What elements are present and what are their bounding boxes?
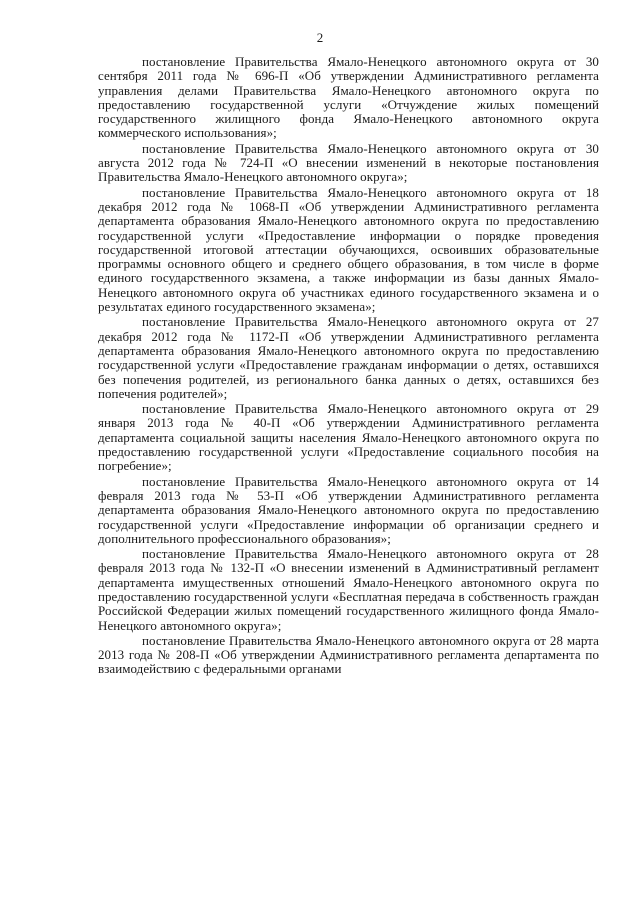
paragraph: постановление Правительства Ямало-Ненецкого автономного округа от 28 февраля 2013 года № 132-П «О внесении изменений в Административный регламент департамента имущественных отношений Ямало-Ненецкого автономного округа по предоставлению государственной услуги «Бесплатная передача в собственность граждан Российской Федерации жилых помещений государственного жилищного фонда Ямало-Ненецкого автономного округа»;: [98, 546, 599, 633]
paragraph: постановление Правительства Ямало-Ненецкого автономного округа от 30 сентября 2011 года № 696-П «Об утверждении Административного регламента управления делами Правительства Ямало-Ненецкого автономного округа по предоставлению государственной услуги «Отчуждение жилых помещений государственного жилищного фонда Ямало-Ненецкого автономного округа коммерческого использования»;: [98, 54, 599, 141]
document-body: [98, 55, 599, 678]
paragraph: постановление Правительства Ямало-Ненецкого автономного округа от 14 февраля 2013 года № 53-П «Об утверждении Административного регламента департамента образования Ямало-Ненецкого автономного округа по предоставлению государственной услуги «Предоставление информации об организации среднего и дополнительного профессионального образования»;: [98, 473, 599, 546]
page-number: 2: [316, 30, 324, 45]
paragraph: постановление Правительства Ямало-Ненецкого автономного округа от 18 декабря 2012 года № 1068-П «Об утверждении Административного регламента департамента образования Ямало-Ненецкого автономного округа по предоставлению государственной услуги «Предоставление информации о порядке проведения государственной итоговой аттестации обучающихся, освоивших образовательные программы основного общего и среднего общего образования, в том числе в форме единого государственного экзамена, а также информации из базы данных Ямало-Ненецкого автономного округа об участниках единого государственного экзамена и о результатах единого государственного экзамена»;: [98, 184, 599, 315]
paragraph: постановление Правительства Ямало-Ненецкого автономного округа от 29 января 2013 года № 40-П «Об утверждении Административного регламента департамента социальной защиты населения Ямало-Ненецкого автономного округа по предоставлению государственной услуги «Предоставление социального пособия на погребение»;: [98, 401, 599, 474]
paragraph: постановление Правительства Ямало-Ненецкого автономного округа от 27 декабря 2012 года № 1172-П «Об утверждении Административного регламента департамента образования Ямало-Ненецкого автономного округа по предоставлению государственной услуги «Предоставление гражданам информации о детях, оставшихся без попечения родителей, из регионального банка данных о детях, оставшихся без попечения родителей»;: [98, 314, 599, 401]
paragraph: постановление Правительства Ямало-Ненецкого автономного округа от 30 августа 2012 года № 724-П «О внесении изменений в некоторые постановления Правительства Ямало-Ненецкого автономного округа»;: [98, 140, 599, 185]
paragraph: постановление Правительства Ямало-Ненецкого автономного округа от 28 марта 2013 года № 208-П «Об утверждении Административного регламента департамента по взаимодействию с федеральными органами: [98, 632, 599, 677]
